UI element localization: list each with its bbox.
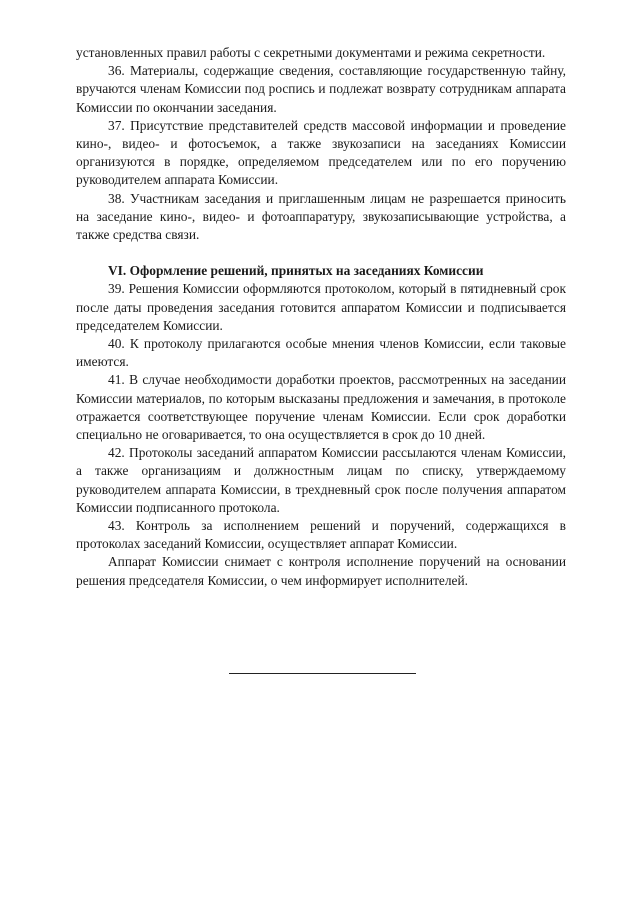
paragraph-40: 40. К протоколу прилагаются особые мнения членов Комиссии, если таковые имеются. <box>76 336 566 370</box>
document-page <box>76 44 566 590</box>
paragraph-42: 42. Протоколы заседаний аппаратом Комиссии рассылаются членам Комиссии, а также организациям и должностным лицам по списку, утверждаемому руководителем аппарата Комиссии, в трехдневный срок после получения аппаратом Комиссии подписанного протокола. <box>76 445 566 515</box>
paragraph-41: 41. В случае необходимости доработки проектов, рассмотренных на заседании Комиссии материалов, по которым высказаны предложения и замечания, в протоколе отражается соответствующее поручение членам Комиссии. Если срок доработки специально не оговаривается, то она осуществляется в срок до 10 дней. <box>76 372 566 443</box>
paragraph-36: 36. Материалы, содержащие сведения, составляющие государственную тайну, вручаются членам Комиссии под роспись и подлежат возврату сотрудникам аппарата Комиссии по окончании заседания. <box>76 63 566 115</box>
paragraph-37: 37. Присутствие представителей средств массовой информации и проведение кино-, видео- и фотосъемок, а также звукозаписи на заседаниях Комиссии организуются в порядке, определяемом председателем или по его поручению руководителем аппарата Комиссии. <box>76 117 566 188</box>
paragraph-closing: Аппарат Комиссии снимает с контроля исполнение поручений на основании решения председателя Комиссии, о чем информирует исполнителей. <box>76 554 566 588</box>
paragraph-38: 38. Участникам заседания и приглашенным лицам не разрешается приносить на заседание кино-, видео- и фотоаппаратуру, звукозаписывающие устройства, а также средства связи. <box>76 190 566 243</box>
paragraph-43: 43. Контроль за исполнением решений и поручений, содержащихся в протоколах заседаний Комиссии, осуществляет аппарат Комиссии. <box>76 518 566 552</box>
end-separator-line <box>229 673 416 674</box>
section-heading: VI. Оформление решений, принятых на заседаниях Комиссии <box>108 263 484 279</box>
paragraph-39: 39. Решения Комиссии оформляются протоколом, который в пятидневный срок после даты проведения заседания готовится аппаратом Комиссии и подписывается председателем Комиссии. <box>76 281 566 333</box>
paragraph-continuation: установленных правил работы с секретными документами и режима секретности. <box>76 45 546 60</box>
